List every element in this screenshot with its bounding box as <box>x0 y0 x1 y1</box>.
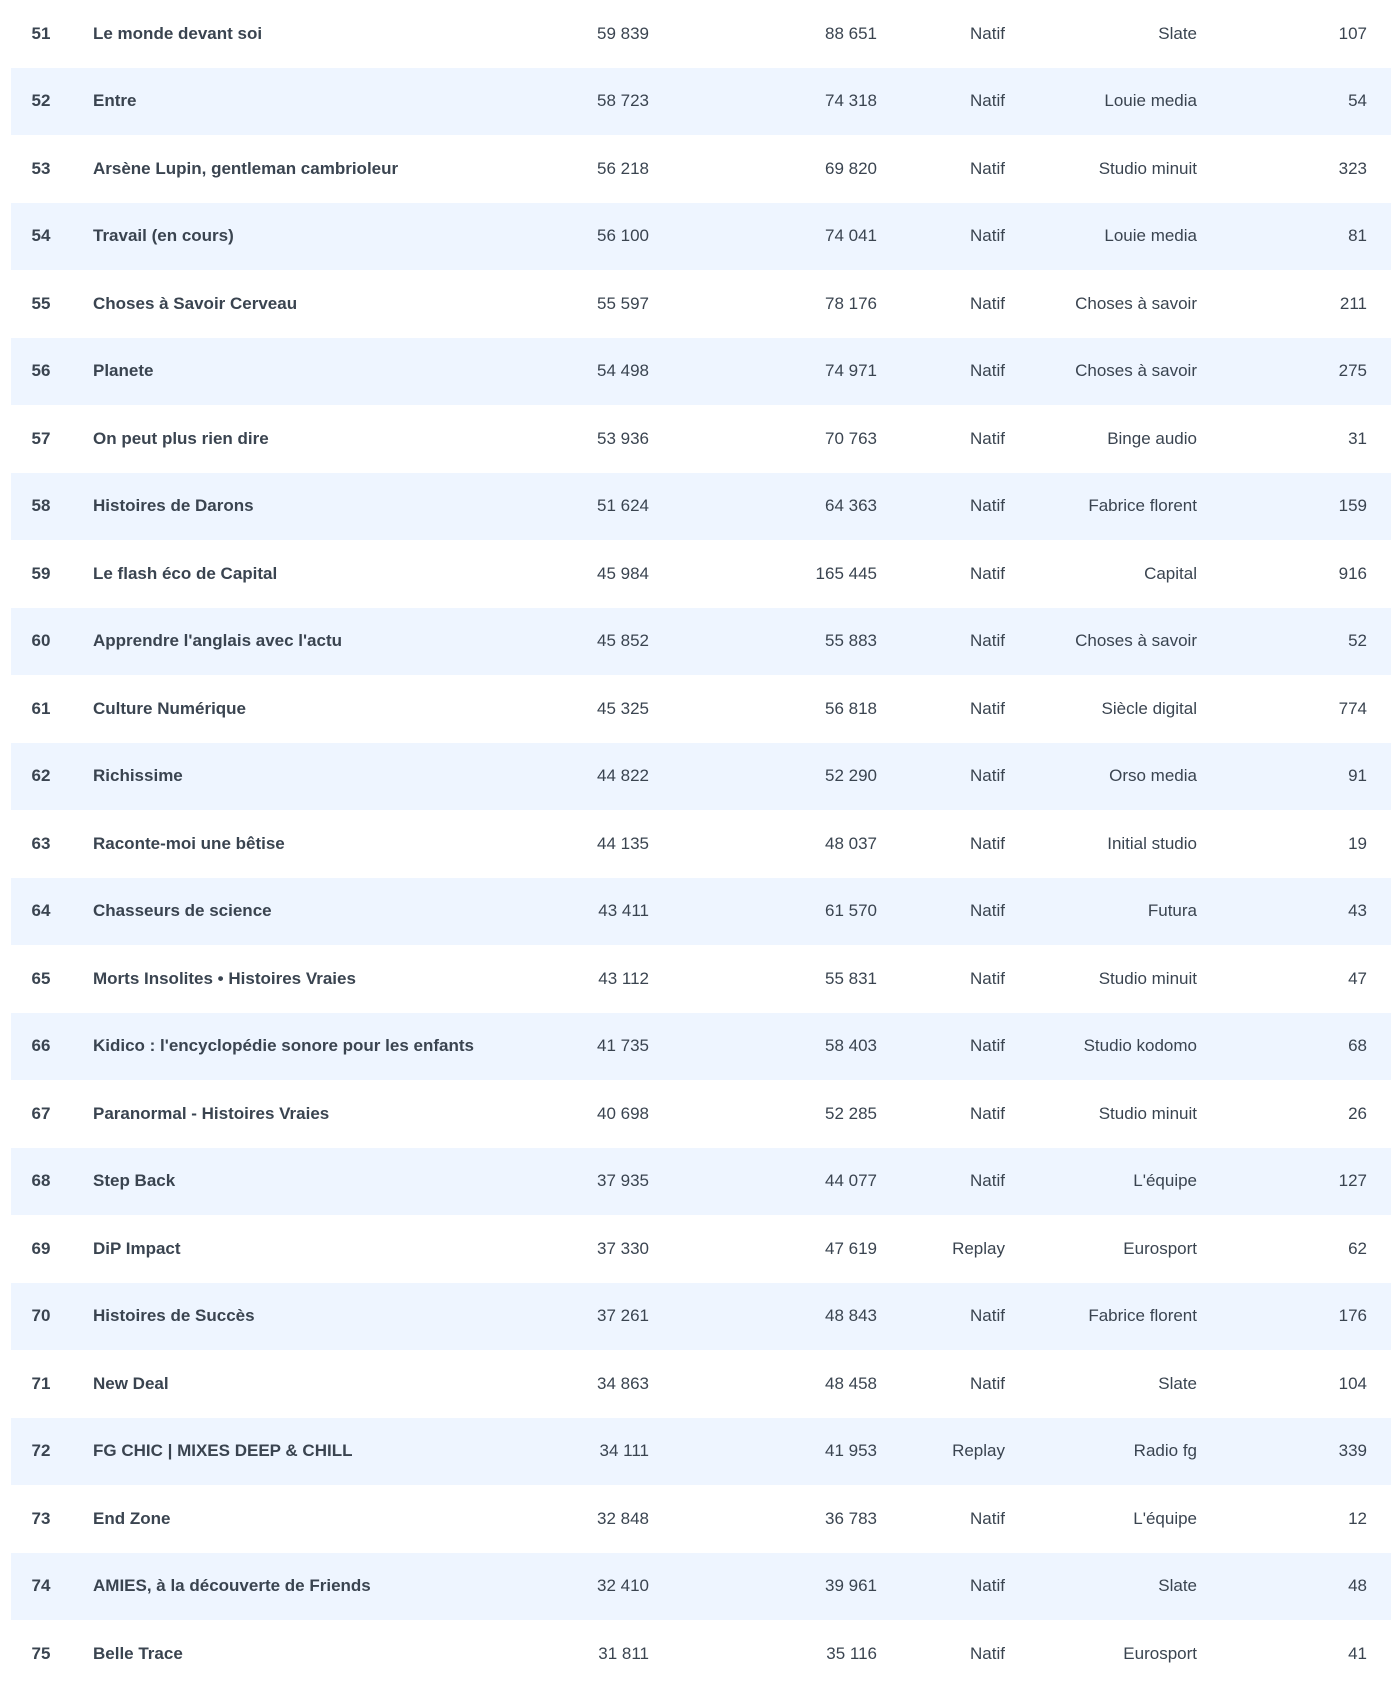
podcast-title-cell: Raconte-moi une bêtise <box>93 833 285 853</box>
type-cell: Natif <box>970 1373 1005 1393</box>
producer-cell: Studio minuit <box>1098 968 1197 988</box>
podcast-title-cell: FG CHIC | MIXES DEEP & CHILL <box>93 1441 353 1461</box>
table-row <box>11 0 1391 68</box>
producer-cell: Choses à savoir <box>1075 293 1197 313</box>
table-row <box>11 1418 1391 1486</box>
rank-cell: 65 <box>31 968 51 988</box>
table-row <box>11 1080 1391 1148</box>
metric-2-cell: 55 883 <box>825 631 877 651</box>
producer-cell: Studio minuit <box>1098 1103 1197 1123</box>
rank-cell: 64 <box>31 901 51 921</box>
rank-cell: 55 <box>31 293 51 313</box>
producer-cell: Initial studio <box>1107 833 1197 853</box>
metric-2-cell: 48 037 <box>825 833 877 853</box>
episodes-cell: 774 <box>1338 698 1367 718</box>
podcast-title-cell: Travail (en cours) <box>93 226 234 246</box>
rank-cell: 57 <box>31 428 51 448</box>
podcast-title-cell: Le monde devant soi <box>93 23 263 43</box>
type-cell: Natif <box>970 91 1005 111</box>
metric-2-cell: 44 077 <box>825 1171 877 1191</box>
metric-2-cell: 88 651 <box>825 23 877 43</box>
producer-cell: Siècle digital <box>1101 698 1197 718</box>
metric-2-cell: 47 619 <box>825 1238 877 1258</box>
rank-cell: 72 <box>31 1441 51 1461</box>
metric-1-cell: 45 325 <box>597 698 649 718</box>
type-cell: Replay <box>952 1238 1005 1258</box>
podcast-title-cell: On peut plus rien dire <box>93 428 269 448</box>
table-row <box>11 1350 1391 1418</box>
producer-cell: Louie media <box>1104 91 1197 111</box>
metric-2-cell: 36 783 <box>825 1508 877 1528</box>
table-row <box>11 1620 1391 1688</box>
producer-cell: Slate <box>1158 1373 1197 1393</box>
podcast-title-cell: Apprendre l'anglais avec l'actu <box>93 631 343 651</box>
metric-2-cell: 56 818 <box>825 698 877 718</box>
metric-1-cell: 56 218 <box>597 158 649 178</box>
metric-1-cell: 31 811 <box>598 1643 649 1663</box>
ranking-table <box>11 0 1391 1688</box>
rank-cell: 51 <box>31 23 51 43</box>
podcast-title-cell: Entre <box>93 91 137 111</box>
rank-cell: 60 <box>31 631 51 651</box>
metric-2-cell: 48 458 <box>825 1373 877 1393</box>
episodes-cell: 81 <box>1348 226 1367 246</box>
podcast-title-cell: New Deal <box>93 1373 169 1393</box>
metric-1-cell: 54 498 <box>597 361 649 381</box>
table-row <box>11 945 1391 1013</box>
podcast-title-cell: DiP Impact <box>93 1238 181 1258</box>
episodes-cell: 12 <box>1348 1508 1367 1528</box>
metric-1-cell: 43 411 <box>598 901 649 921</box>
type-cell: Natif <box>970 1643 1005 1663</box>
podcast-title-cell: Chasseurs de science <box>93 901 272 921</box>
episodes-cell: 68 <box>1348 1036 1367 1056</box>
podcast-title-cell: Culture Numérique <box>93 698 247 718</box>
table-row <box>11 338 1391 406</box>
type-cell: Natif <box>970 698 1005 718</box>
metric-2-cell: 52 290 <box>825 766 877 786</box>
metric-2-cell: 48 843 <box>825 1306 877 1326</box>
metric-1-cell: 53 936 <box>597 428 649 448</box>
episodes-cell: 91 <box>1348 766 1367 786</box>
metric-2-cell: 69 820 <box>825 158 877 178</box>
table-row <box>11 675 1391 743</box>
table-row <box>11 1485 1391 1553</box>
type-cell: Natif <box>970 631 1005 651</box>
type-cell: Natif <box>970 1306 1005 1326</box>
type-cell: Natif <box>970 1171 1005 1191</box>
rank-cell: 75 <box>31 1643 51 1663</box>
metric-1-cell: 56 100 <box>597 226 649 246</box>
table-row <box>11 405 1391 473</box>
table-row <box>11 1283 1391 1351</box>
type-cell: Natif <box>970 563 1005 583</box>
metric-1-cell: 58 723 <box>597 91 649 111</box>
type-cell: Natif <box>970 1103 1005 1123</box>
metric-2-cell: 78 176 <box>825 293 877 313</box>
rank-cell: 69 <box>31 1238 51 1258</box>
type-cell: Natif <box>970 1036 1005 1056</box>
table-row <box>11 1215 1391 1283</box>
rank-cell: 54 <box>31 226 51 246</box>
podcast-title-cell: Le flash éco de Capital <box>93 563 278 583</box>
episodes-cell: 323 <box>1338 158 1367 178</box>
rank-cell: 71 <box>31 1373 51 1393</box>
rank-cell: 63 <box>31 833 51 853</box>
type-cell: Natif <box>970 293 1005 313</box>
table-row <box>11 1148 1391 1216</box>
table-row <box>11 135 1391 203</box>
producer-cell: Studio kodomo <box>1083 1036 1197 1056</box>
type-cell: Natif <box>970 23 1005 43</box>
type-cell: Natif <box>970 496 1005 516</box>
episodes-cell: 19 <box>1348 833 1367 853</box>
episodes-cell: 47 <box>1348 968 1367 988</box>
producer-cell: Orso media <box>1109 766 1197 786</box>
podcast-title-cell: Histoires de Darons <box>93 496 254 516</box>
rank-cell: 56 <box>31 361 51 381</box>
metric-2-cell: 74 318 <box>825 91 877 111</box>
table-row <box>11 810 1391 878</box>
producer-cell: Radio fg <box>1133 1441 1197 1461</box>
episodes-cell: 159 <box>1338 496 1367 516</box>
table-row <box>11 270 1391 338</box>
episodes-cell: 48 <box>1348 1576 1367 1596</box>
producer-cell: Fabrice florent <box>1088 496 1197 516</box>
metric-2-cell: 165 445 <box>815 563 877 583</box>
producer-cell: Fabrice florent <box>1088 1306 1197 1326</box>
type-cell: Natif <box>970 226 1005 246</box>
podcast-title-cell: Choses à Savoir Cerveau <box>93 293 298 313</box>
episodes-cell: 54 <box>1348 91 1367 111</box>
rank-cell: 68 <box>31 1171 51 1191</box>
metric-2-cell: 74 971 <box>825 361 877 381</box>
metric-2-cell: 52 285 <box>825 1103 877 1123</box>
podcast-title-cell: Planete <box>93 361 154 381</box>
episodes-cell: 62 <box>1348 1238 1367 1258</box>
type-cell: Natif <box>970 1576 1005 1596</box>
metric-1-cell: 41 735 <box>597 1036 649 1056</box>
metric-1-cell: 34 863 <box>597 1373 649 1393</box>
rank-cell: 62 <box>31 766 51 786</box>
episodes-cell: 31 <box>1348 428 1367 448</box>
podcast-title-cell: Richissime <box>93 766 183 786</box>
episodes-cell: 127 <box>1338 1171 1367 1191</box>
producer-cell: Eurosport <box>1123 1238 1197 1258</box>
metric-1-cell: 59 839 <box>597 23 649 43</box>
podcast-title-cell: Kidico : l'encyclopédie sonore pour les enfants <box>93 1036 474 1056</box>
metric-2-cell: 58 403 <box>825 1036 877 1056</box>
podcast-title-cell: Morts Insolites • Histoires Vraies <box>93 968 356 988</box>
podcast-title-cell: Belle Trace <box>93 1643 183 1663</box>
rank-cell: 58 <box>31 496 51 516</box>
episodes-cell: 916 <box>1338 563 1367 583</box>
metric-2-cell: 39 961 <box>825 1576 877 1596</box>
table-row <box>11 743 1391 811</box>
type-cell: Replay <box>952 1441 1005 1461</box>
producer-cell: Futura <box>1147 901 1197 921</box>
table-row <box>11 1553 1391 1621</box>
rank-cell: 61 <box>31 698 51 718</box>
rank-cell: 53 <box>31 158 51 178</box>
metric-1-cell: 44 822 <box>597 766 649 786</box>
producer-cell: Louie media <box>1104 226 1197 246</box>
metric-1-cell: 45 984 <box>597 563 649 583</box>
metric-1-cell: 32 410 <box>597 1576 649 1596</box>
metric-2-cell: 64 363 <box>825 496 877 516</box>
type-cell: Natif <box>970 968 1005 988</box>
rank-cell: 73 <box>31 1508 51 1528</box>
metric-1-cell: 55 597 <box>597 293 649 313</box>
producer-cell: Choses à savoir <box>1075 631 1197 651</box>
table-row <box>11 1013 1391 1081</box>
episodes-cell: 211 <box>1339 293 1367 313</box>
episodes-cell: 41 <box>1348 1643 1367 1663</box>
rank-cell: 67 <box>31 1103 51 1123</box>
episodes-cell: 26 <box>1348 1103 1367 1123</box>
table-row <box>11 203 1391 271</box>
podcast-title-cell: AMIES, à la découverte de Friends <box>93 1576 371 1596</box>
producer-cell: Studio minuit <box>1098 158 1197 178</box>
podcast-title-cell: Histoires de Succès <box>93 1306 255 1326</box>
producer-cell: Slate <box>1158 1576 1197 1596</box>
type-cell: Natif <box>970 901 1005 921</box>
producer-cell: Eurosport <box>1123 1643 1197 1663</box>
type-cell: Natif <box>970 766 1005 786</box>
type-cell: Natif <box>970 1508 1005 1528</box>
type-cell: Natif <box>970 361 1005 381</box>
table-row <box>11 473 1391 541</box>
metric-1-cell: 37 330 <box>597 1238 649 1258</box>
table-row <box>11 608 1391 676</box>
metric-2-cell: 74 041 <box>825 226 877 246</box>
rank-cell: 74 <box>31 1576 51 1596</box>
episodes-cell: 176 <box>1338 1306 1367 1326</box>
type-cell: Natif <box>970 158 1005 178</box>
episodes-cell: 104 <box>1338 1373 1367 1393</box>
metric-2-cell: 70 763 <box>825 428 877 448</box>
podcast-title-cell: Step Back <box>93 1171 176 1191</box>
episodes-cell: 275 <box>1338 361 1367 381</box>
metric-2-cell: 55 831 <box>825 968 877 988</box>
producer-cell: Capital <box>1144 563 1197 583</box>
episodes-cell: 43 <box>1348 901 1367 921</box>
producer-cell: Choses à savoir <box>1075 361 1197 381</box>
metric-2-cell: 35 116 <box>826 1643 877 1663</box>
episodes-cell: 107 <box>1338 23 1367 43</box>
type-cell: Natif <box>970 833 1005 853</box>
metric-1-cell: 37 935 <box>597 1171 649 1191</box>
table-row <box>11 68 1391 136</box>
rank-cell: 59 <box>31 563 51 583</box>
metric-1-cell: 37 261 <box>597 1306 649 1326</box>
producer-cell: L'équipe <box>1133 1171 1197 1191</box>
metric-1-cell: 32 848 <box>597 1508 649 1528</box>
rank-cell: 52 <box>31 91 51 111</box>
type-cell: Natif <box>970 428 1005 448</box>
metric-1-cell: 44 135 <box>597 833 649 853</box>
episodes-cell: 52 <box>1348 631 1367 651</box>
table-row <box>11 878 1391 946</box>
metric-2-cell: 61 570 <box>825 901 877 921</box>
metric-1-cell: 45 852 <box>597 631 649 651</box>
podcast-title-cell: Arsène Lupin, gentleman cambrioleur <box>93 158 399 178</box>
rank-cell: 66 <box>31 1036 51 1056</box>
producer-cell: L'équipe <box>1133 1508 1197 1528</box>
podcast-title-cell: End Zone <box>93 1508 171 1528</box>
metric-1-cell: 51 624 <box>597 496 649 516</box>
rank-cell: 70 <box>31 1306 51 1326</box>
episodes-cell: 339 <box>1338 1441 1367 1461</box>
producer-cell: Binge audio <box>1107 428 1197 448</box>
producer-cell: Slate <box>1158 23 1197 43</box>
metric-1-cell: 40 698 <box>597 1103 649 1123</box>
metric-2-cell: 41 953 <box>825 1441 877 1461</box>
table-row <box>11 540 1391 608</box>
metric-1-cell: 43 112 <box>598 968 649 988</box>
metric-1-cell: 34 111 <box>599 1441 649 1461</box>
podcast-title-cell: Paranormal - Histoires Vraies <box>93 1103 330 1123</box>
